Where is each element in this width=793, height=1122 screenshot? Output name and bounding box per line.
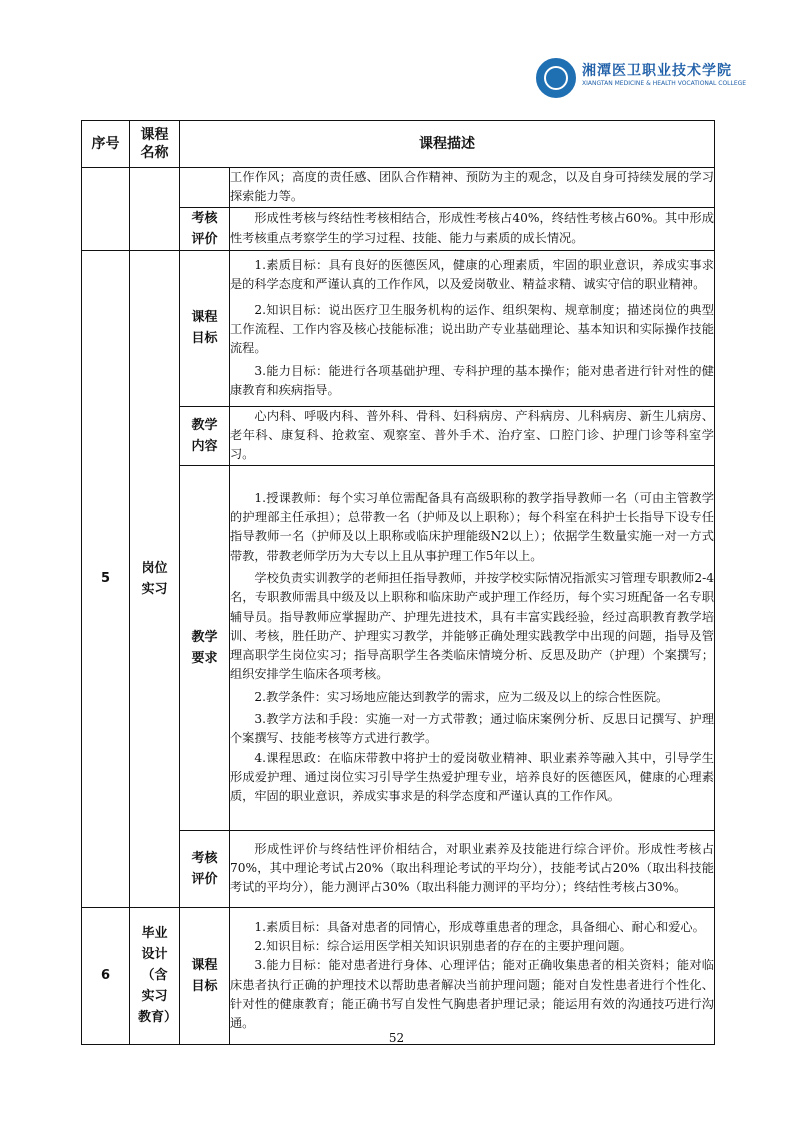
row5-goal-label: 课程目标 [180, 250, 230, 406]
cont-assess-text: 形成性考核与终结性考核相结合，形成性考核占40%，终结性考核占60%。其中形成性考核重点考察学生的学习过程、技能、能力与素质的成长情况。 [230, 207, 715, 250]
logo-english-name: XIANGTAN MEDICINE & HEALTH VOCATIONAL COLLEGE [582, 80, 747, 87]
cont-name-cell [130, 168, 180, 251]
cont-assess-label: 考核评价 [180, 207, 230, 250]
logo-chinese-name: 湘潭医卫职业技术学院 [582, 63, 732, 79]
header-no: 序号 [82, 121, 130, 168]
row5-goal: 1.素质目标：具有良好的医德医风，健康的心理素质，牢固的职业意识，养成实事求是的科学态度和严谨认真的工作作风，以及爱岗敬业、精益求精、诚实守信的职业精神。 2.知识目标：说出医疗卫生服务机构的运作、组织架构、规章制度；描述岗位的典型工作流程、工作内容及核心技能标准；说出助产专业基础理论、基本知识和实际操作技能流程。 3.能力目标：能进行各项基础护理、专科护理的基本操作；能对患者进行针对性的健康教育和疾病指导。 [230, 250, 715, 406]
college-logo [536, 58, 746, 102]
cont-sub-cell [180, 168, 230, 208]
row6-goal: 1.素质目标：具备对患者的同情心，形成尊重患者的理念，具备细心、耐心和爱心。 2.知识目标：综合运用医学相关知识识别患者的存在的主要护理问题。 3.能力目标：能对患者进行身体、心理评估；能对正确收集患者的相关资料；能对临床患者执行正确的护理技术以帮助患者解决当前护理问题；能对自发性患者进行个性化、针对性的健康教育；能正确书写自发性气胸患者护理记录；能运用有效的沟通技巧进行沟通。 [230, 907, 715, 1044]
table-row [82, 907, 715, 1044]
table-row [82, 250, 715, 406]
cont-text: 工作作风；高度的责任感、团队合作精神、预防为主的观念，以及自身可持续发展的学习探索能力等。 [230, 168, 715, 208]
row6-goal-label: 课程目标 [180, 907, 230, 1044]
row6-no: 6 [82, 907, 130, 1044]
row5-content: 心内科、呼吸内科、普外科、骨科、妇科病房、产科病房、儿科病房、新生儿病房、老年科、康复科、抢救室、观察室、普外手术、治疗室、口腔门诊、护理门诊等科室学习。 [230, 406, 715, 465]
row5-no: 5 [82, 250, 130, 907]
header-course-name: 课程名称 [130, 121, 180, 168]
row5-name: 岗位实习 [130, 250, 180, 907]
college-emblem-icon [536, 58, 576, 98]
table-header-row [82, 121, 715, 168]
row5-req-label: 教学要求 [180, 465, 230, 830]
row6-name: 毕业设计（含实习教育） [130, 907, 180, 1044]
cont-no-cell [82, 168, 130, 251]
row5-assess: 形成性评价与终结性评价相结合，对职业素养及技能进行综合评价。形成性考核占70%，其中理论考试占20%（取出科理论考试的平均分），技能考试占20%（取出科技能考试的平均分），能力测评占30%（取出科能力测评的平均分）；终结性考核占30%。 [230, 830, 715, 907]
header-course-desc: 课程描述 [180, 121, 715, 168]
curriculum-table [81, 120, 715, 1045]
row5-assess-label: 考核评价 [180, 830, 230, 907]
row5-content-label: 教学内容 [180, 406, 230, 465]
table-row [82, 168, 715, 208]
page-number: 52 [388, 1031, 405, 1045]
row5-req: 1.授课教师：每个实习单位需配备具有高级职称的教学指导教师一名（可由主管教学的护理部主任承担）；总带教一名（护师及以上职称）；每个科室在科护士长指导下设专任指导教师一名（护师及以上职称或临床护理能级N2以上）；依据学生数量实施一对一方式带教，带教老师学历为大专以上且从事护理工作5年以上。 学校负责实训教学的老师担任指导教师，并按学校实际情况指派实习管理专职教师2-4名，专职教师需具中级及以上职称和临床助产或护理工作经历，每个实习班配备一名专职辅导员。指导教师应掌握助产、护理先进技术，具有丰富实践经验，经过高职教育教学培训、考核，胜任助产、护理实习教学，并能够正确处理实践教学中出现的问题，指导及管理高职学生岗位实习；指导高职学生各类临床情境分析、反思及助产（护理）个案撰写；组织安排学生临床各项考核。 2.教学条件：实习场地应能达到教学的需求，应为二级及以上的综合性医院。 3.教学方法和手段：实施一对一方式带教；通过临床案例分析、反思日记撰写、护理个案撰写、技能考核等方式进行教学。 4.课程思政：在临床带教中将护士的爱岗敬业精神、职业素养等融入其中，引导学生形成爱护理、通过岗位实习引导学生热爱护理专业，培养良好的医德医风，健康的心理素质，牢固的职业意识，养成实事求是的科学态度和严谨认真的工作作风。 [230, 465, 715, 830]
